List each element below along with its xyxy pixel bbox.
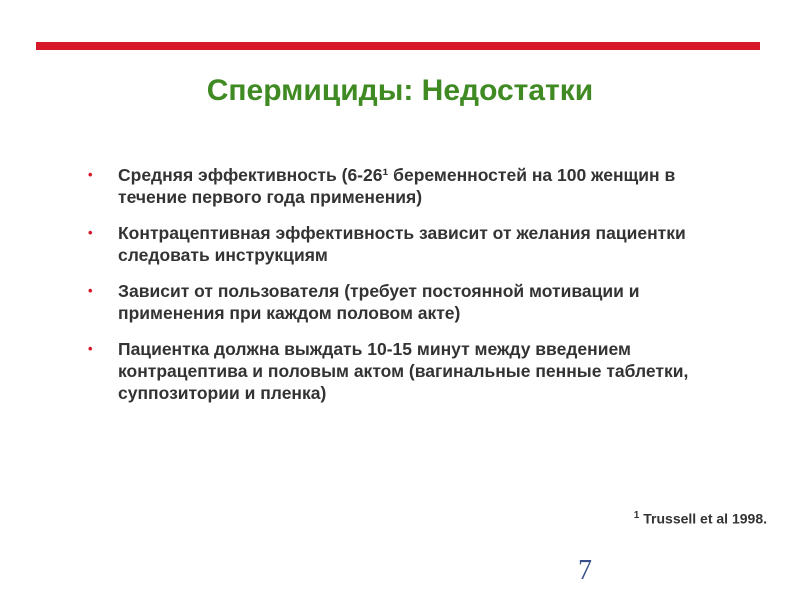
bullet-text: Контрацептивная эффективность зависит от желания пациентки следовать инструкциям [118, 223, 686, 265]
bullet-dot-icon: • [88, 225, 93, 240]
bullet-dot-icon: • [88, 283, 93, 298]
footnote-marker: 1 [633, 510, 640, 521]
bullet-dot-icon: • [88, 167, 93, 182]
slide-title: Спермициды: Недостатки [206, 74, 594, 107]
page-number: 7 [578, 555, 592, 586]
top-red-rule [36, 42, 760, 50]
bullet-item [88, 338, 728, 404]
bullet-item [88, 280, 728, 324]
bullet-list [88, 164, 728, 418]
bullet-text: Пациентка должна выждать 10-15 минут между введением контрацептива и половым актом (вагинальные пенные таблетки, суппозитории и пленка) [118, 339, 689, 403]
footnote [634, 510, 767, 527]
bullet-item [88, 222, 728, 266]
bullet-item [88, 164, 728, 208]
bullet-dot-icon: • [88, 341, 93, 356]
bullet-text: Средняя эффективность (6-26¹ беременностей на 100 женщин в течение первого года применения) [118, 165, 676, 207]
bullet-text: Зависит от пользователя (требует постоянной мотивации и применения при каждом половом акте) [118, 281, 640, 323]
footnote-text: Trussell et al 1998. [643, 510, 767, 527]
